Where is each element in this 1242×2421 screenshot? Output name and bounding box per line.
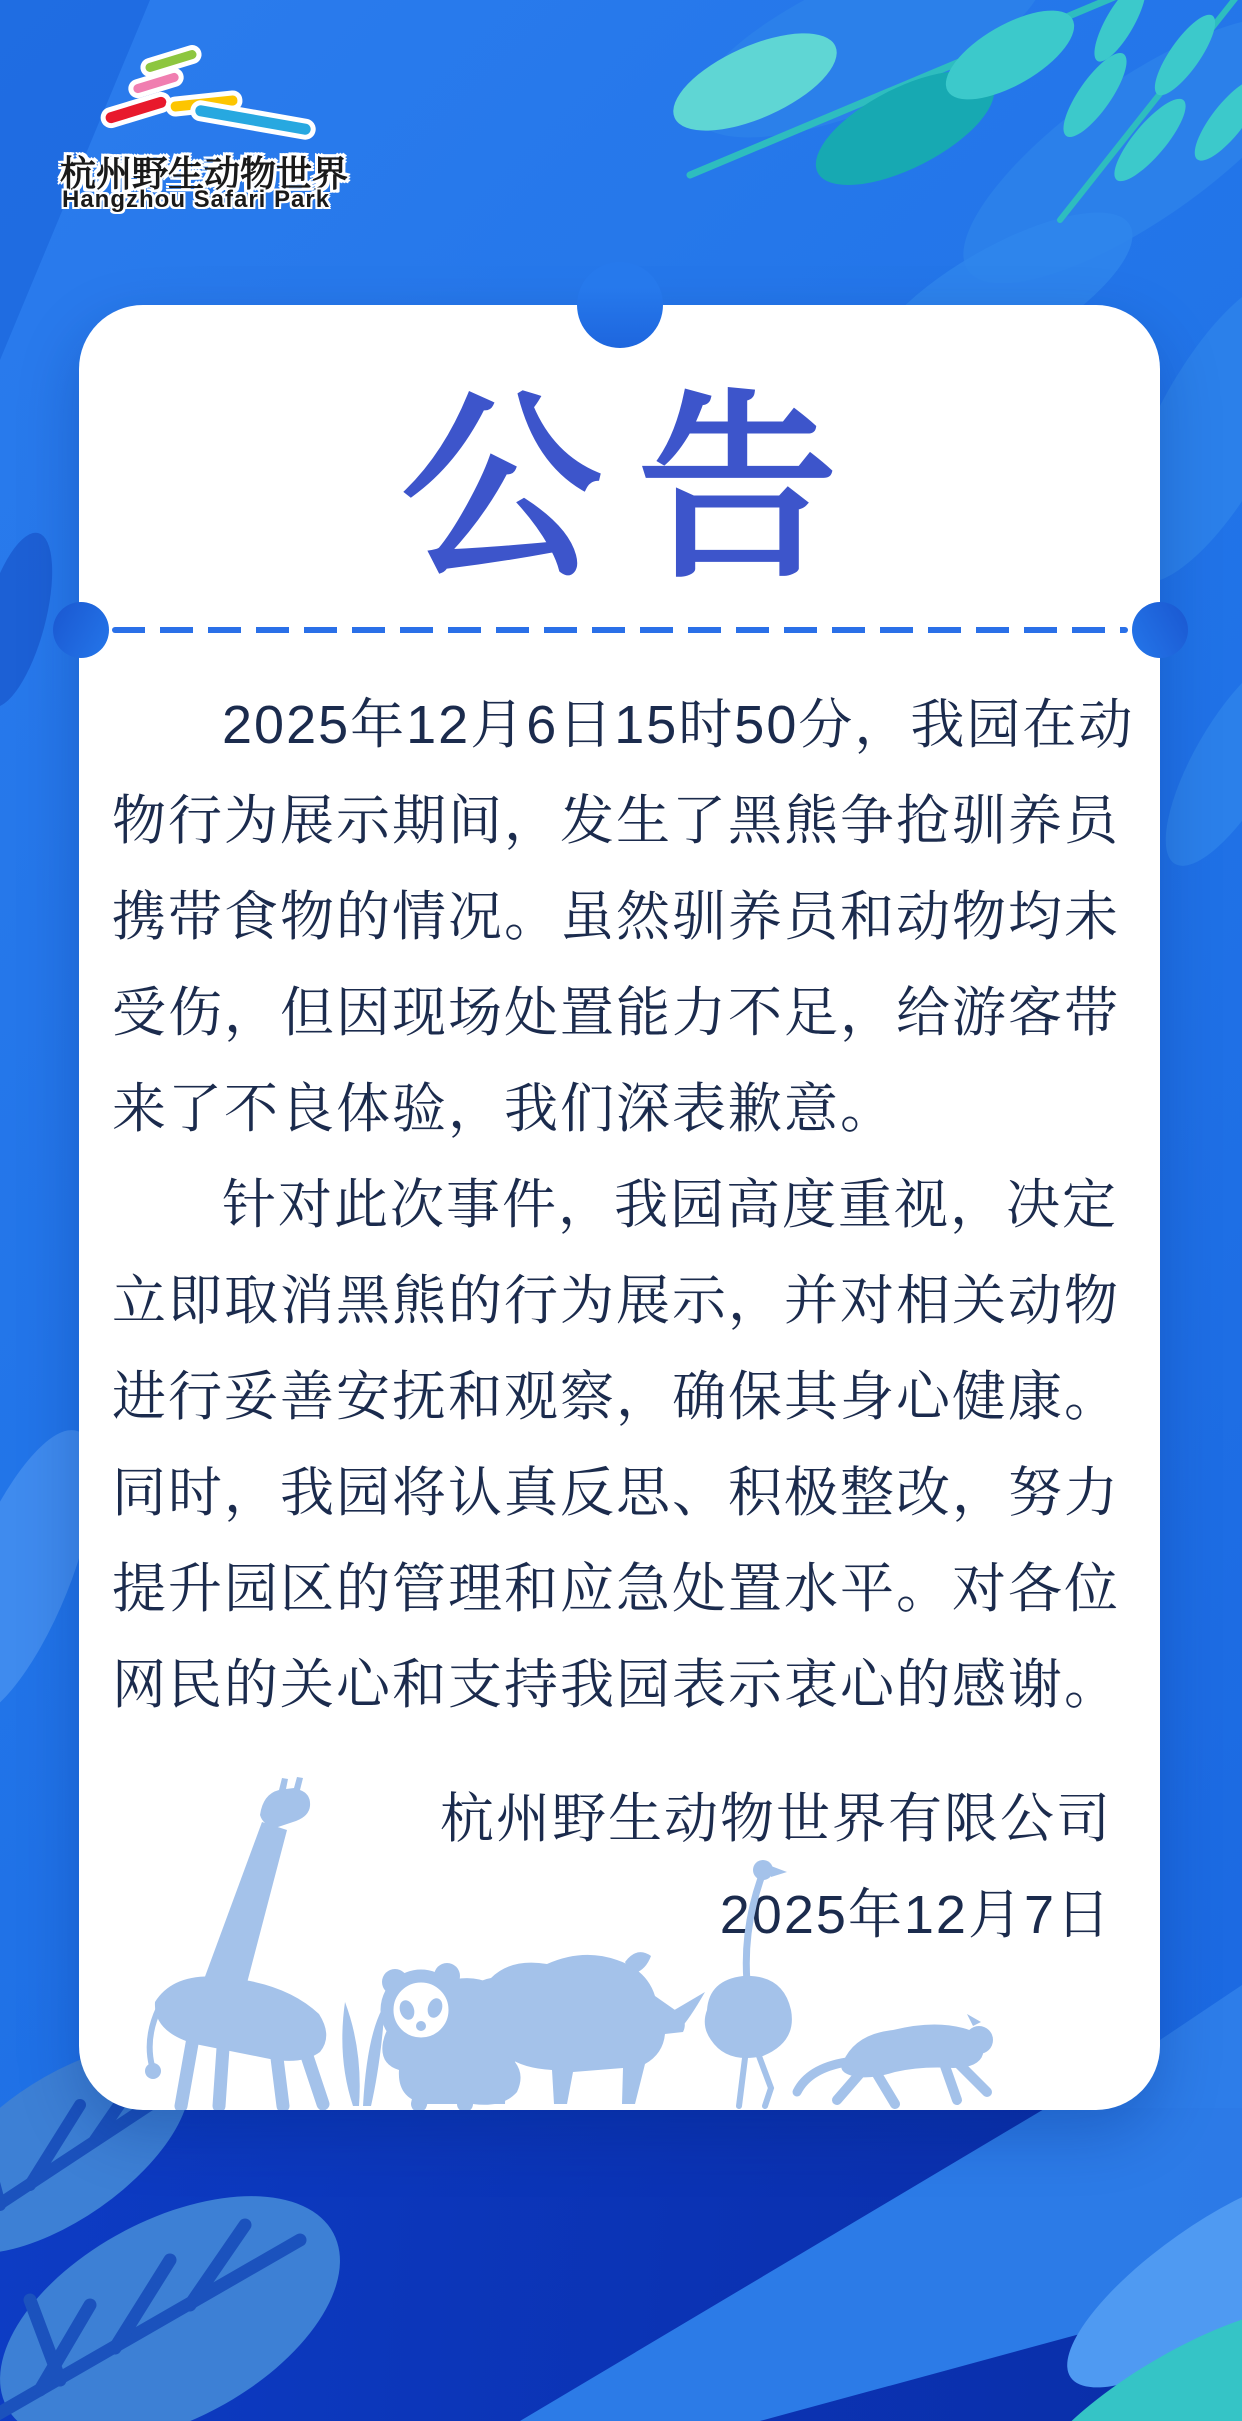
paragraph — [112, 1157, 1118, 1733]
notice-date: 2025年12月7日 — [719, 1885, 1112, 1945]
body-line: 网民的关心和支持我园表示衷心的感谢。 — [112, 1655, 1120, 1715]
plant-icon — [342, 2002, 385, 2106]
body-line: 进行妥善安抚和观察，确保其身心健康。 — [112, 1367, 1120, 1427]
body-line: 来了不良体验，我们深表歉意。 — [112, 1079, 896, 1139]
body-line: 提升园区的管理和应急处置水平。对各位 — [112, 1559, 1120, 1619]
body-line: 同时，我园将认真反思、积极整改，努力 — [112, 1463, 1120, 1523]
notice-card — [79, 305, 1160, 2110]
ticket-notch-left — [53, 602, 109, 658]
body-line: 2025年12月6日15时50分，我园在动 — [222, 695, 1135, 755]
logo-swoosh-icon — [90, 40, 340, 160]
notice-body — [112, 677, 1135, 1733]
paragraph — [112, 677, 1135, 1157]
body-line: 物行为展示期间，发生了黑熊争抢驯养员 — [112, 791, 1120, 851]
cheetah-icon — [797, 2014, 993, 2104]
ticket-notch-right — [1132, 602, 1188, 658]
park-logo — [58, 38, 398, 218]
company-name: 杭州野生动物世界有限公司 — [440, 1789, 1112, 1849]
ticket-notch-top — [577, 262, 663, 348]
ostrich-icon — [705, 1860, 792, 2106]
animal-silhouettes — [95, 1770, 995, 2110]
body-line: 立即取消黑熊的行为展示，并对相关动物 — [112, 1271, 1120, 1331]
giraffe-icon — [145, 1777, 326, 2106]
body-line: 受伤，但因现场处置能力不足，给游客带 — [112, 983, 1120, 1043]
logo-name-cn: 杭州野生动物世界 — [60, 153, 349, 194]
logo-name-en: Hangzhou Safari Park — [62, 186, 331, 213]
ticket-dashed-divider — [112, 627, 1128, 633]
notice-title: 公告 — [401, 378, 874, 601]
body-line: 针对此次事件，我园高度重视，决定 — [222, 1175, 1118, 1235]
body-line: 携带食物的情况。虽然驯养员和动物均未 — [112, 887, 1120, 947]
